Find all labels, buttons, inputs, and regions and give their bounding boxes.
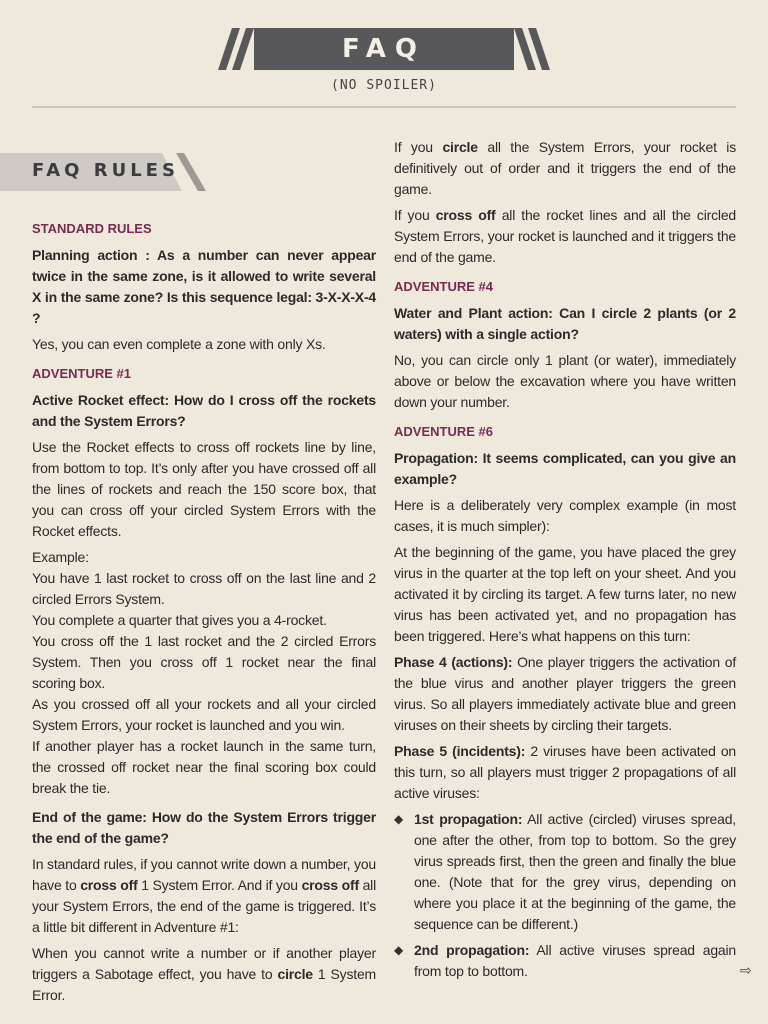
banner-right-slash-icon xyxy=(510,28,550,70)
list-item: ◆ 1st propagation: All active (circled) viruses spread, one after the other, from top to bottom. So the grey virus spreads first, then the green and finally the blue one. (Note that for the grey virus, depending on where you place it at the beginning of the game, the sequence can be different.) xyxy=(394,811,736,932)
paragraph-circle-errors: If you circle all the System Errors, your rocket is definitively out of order and it triggers the end of the game. xyxy=(394,139,736,197)
section-slash-icon xyxy=(176,153,208,191)
heading-adventure-4: ADVENTURE #4 xyxy=(394,279,493,294)
example-label: Example: xyxy=(32,549,89,565)
answer-planning: Yes, you can even complete a zone with only Xs. xyxy=(32,336,326,352)
example-line-1: You have 1 last rocket to cross off on the last line and 2 circled Errors System. xyxy=(32,570,376,607)
diamond-icon: ◆ xyxy=(394,812,404,826)
section-title: FAQ RULES xyxy=(32,160,179,181)
right-column xyxy=(394,137,736,987)
answer-rocket: Use the Rocket effects to cross off rockets line by line, from bottom to top. It’s only after you have crossed off all the lines of rockets and reach the 150 score box, that you can cross off your circled System Errors with the Rocket effects. xyxy=(32,439,376,539)
banner-left-slash-icon xyxy=(218,28,258,70)
heading-adventure-1: ADVENTURE #1 xyxy=(32,366,131,381)
paragraph-cross-off-lines: If you cross off all the rocket lines and all the circled System Errors, your rocket is launched and it triggers the end of the game. xyxy=(394,207,736,265)
left-column xyxy=(32,218,376,1011)
page-title: FAQ xyxy=(254,28,514,70)
answer-water-plant: No, you can circle only 1 plant (or water), immediately above or below the excavation where you have written down your number. xyxy=(394,352,736,410)
question-planning: Planning action : As a number can never appear twice in the same zone, is it allowed to write several X in the same zone? Is this sequence legal: 3-X-X-X-4 ? xyxy=(32,247,376,326)
example-line-2: You complete a quarter that gives you a 4-rocket. xyxy=(32,612,327,628)
heading-standard-rules: STANDARD RULES xyxy=(32,221,152,236)
page-subtitle: (NO SPOILER) xyxy=(331,78,437,93)
example-line-5: If another player has a rocket launch in the same turn, the crossed off rocket near the final scoring box could break the tie. xyxy=(32,738,376,796)
example-line-3: You cross off the 1 last rocket and the 2 circled Errors System. Then you cross off 1 rocket near the final scoring box. xyxy=(32,633,376,691)
list-item: ◆ 2nd propagation: All active viruses spread again from top to bottom. xyxy=(394,942,736,979)
question-water-plant: Water and Plant action: Can I circle 2 plants (or 2 waters) with a single action? xyxy=(394,305,736,342)
answer-sabotage: When you cannot write a number or if another player triggers a Sabotage effect, you have to circle 1 System Error. xyxy=(32,945,376,1003)
question-rocket: Active Rocket effect: How do I cross off the rockets and the System Errors? xyxy=(32,392,376,429)
example-line-4: As you crossed off all your rockets and all your circled System Errors, your rocket is launched and you win. xyxy=(32,696,376,733)
answer-propagation-setup: At the beginning of the game, you have placed the grey virus in the quarter at the top left on your sheet. And you activated it by circling its target. A few turns later, no new virus has been activated yet, and no propagation has been triggered. Here’s what happens on this turn: xyxy=(394,544,736,644)
question-propagation: Propagation: It seems complicated, can you give an example? xyxy=(394,450,736,487)
header-divider xyxy=(32,106,736,108)
phase-4-text: Phase 4 (actions): One player triggers the activation of the blue virus and another player triggers the green virus. So all players immediately activate blue and green viruses on their sheets by circling their targets. xyxy=(394,654,737,733)
answer-end-of-game: In standard rules, if you cannot write down a number, you have to cross off 1 System Error. And if you cross off all your System Errors, the end of the game is triggered. It’s a little bit different in Adventure #1: xyxy=(32,856,377,935)
heading-adventure-6: ADVENTURE #6 xyxy=(394,424,493,439)
answer-propagation-intro: Here is a deliberately very complex example (in most cases, it is much simpler): xyxy=(394,497,736,534)
phase-5-text: Phase 5 (incidents): 2 viruses have been activated on this turn, so all players must trigger 2 propagations of all active viruses: xyxy=(394,743,736,801)
arrow-right-icon[interactable]: ⇨ xyxy=(740,962,752,978)
diamond-icon: ◆ xyxy=(394,943,404,957)
question-end-of-game: End of the game: How do the System Errors trigger the end of the game? xyxy=(32,809,376,846)
